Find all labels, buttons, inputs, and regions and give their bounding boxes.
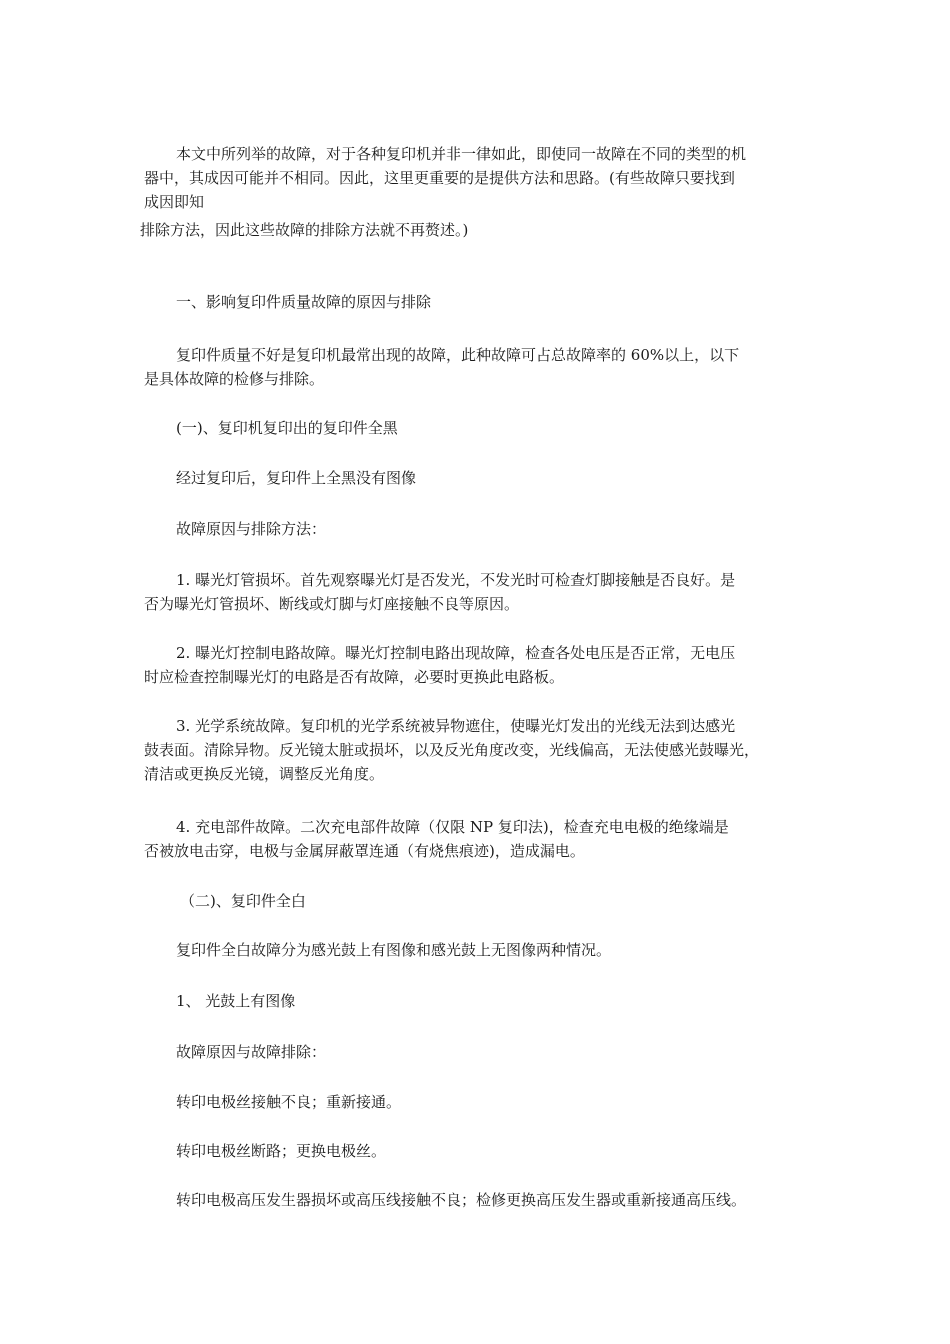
intro-line-1: 本文中所列举的故障，对于各种复印机并非一律如此，即使同一故障在不同的类型的机 [176,145,747,163]
section-1-para-line-1: 复印件质量不好是复印机最常出现的故障，此种故障可占总故障率的 60%以上，以下 [176,346,740,364]
intro-paragraph-tail [140,218,808,242]
subsection-1-methods-label: 故障原因与排除方法： [176,520,327,538]
case-1-heading: 1、 光鼓上有图像 [176,992,296,1010]
list-item [144,1188,808,1212]
subsection-2-intro-text: 复印件全白故障分为感光鼓上有图像和感光鼓上无图像两种情况。 [176,941,612,959]
list-item [144,1090,808,1114]
subsection-1-symptom: 经过复印后，复印件上全黑没有图像 [176,469,417,487]
item-4-line-2: 否被放电击穿，电极与金属屏蔽罩连通（有烧焦痕迹)，造成漏电。 [144,842,585,860]
item-3-line-1: 3. 光学系统故障。复印机的光学系统被异物遮住，使曝光灯发出的光线无法到达感光 [176,717,736,735]
section-1-para-line-2: 是具体故障的检修与排除。 [144,370,325,388]
item-2-line-1: 2. 曝光灯控制电路故障。曝光灯控制电路出现故障，检查各处电压是否正常，无电压 [176,644,736,662]
cause-2: 转印电极丝断路；更换电极丝。 [176,1142,387,1160]
section-1-heading: 一、影响复印件质量故障的原因与排除 [176,293,432,311]
item-1-line-2: 否为曝光灯管损坏、断线或灯脚与灯座接触不良等原因。 [144,595,520,613]
item-1-line-1: 1. 曝光灯管损坏。首先观察曝光灯是否发光，不发光时可检查灯脚接触是否良好。是 [176,571,736,589]
causes-label [144,1040,808,1064]
list-item [144,641,808,689]
item-4-line-1: 4. 充电部件故障。二次充电部件故障（仅限 NP 复印法)，检查充电电极的绝缘端是 [176,818,729,836]
symptom-text [144,466,808,490]
subsection-2-heading: （二)、复印件全白 [180,892,306,910]
item-3-line-3: 清洁或更换反光镜，调整反光角度。 [144,765,385,783]
list-item [144,815,808,863]
list-item [144,714,808,786]
methods-label [144,517,808,541]
subsection-1-heading: (一)、复印机复印出的复印件全黑 [176,419,398,437]
subsection-2-causes-label: 故障原因与故障排除： [176,1043,327,1061]
section-heading [144,290,808,314]
list-item [144,1139,808,1163]
subsection-heading [144,889,808,913]
cause-3: 转印电极高压发生器损坏或高压线接触不良；检修更换高压发生器或重新接通高压线。 [176,1191,747,1209]
subsection-heading [144,416,808,440]
subsection-2-intro [144,938,808,962]
cause-1: 转印电极丝接触不良；重新接通。 [176,1093,402,1111]
section-1-paragraph [144,343,808,391]
intro-line-3: 成因即知 [144,193,205,211]
item-3-line-2: 鼓表面。清除异物。反光镜太脏或损坏，以及反光角度改变，光线偏高，无法使感光鼓曝光， [144,741,760,759]
list-item [144,568,808,616]
intro-line-2: 器中，其成因可能并不相同。因此，这里更重要的是提供方法和思路。(有些故障只要找到 [144,169,735,187]
item-2-line-2: 时应检查控制曝光灯的电路是否有故障，必要时更换此电路板。 [144,668,565,686]
case-heading [144,989,808,1013]
intro-paragraph [144,142,808,214]
intro-line-4: 排除方法，因此这些故障的排除方法就不再赘述。) [140,221,469,239]
